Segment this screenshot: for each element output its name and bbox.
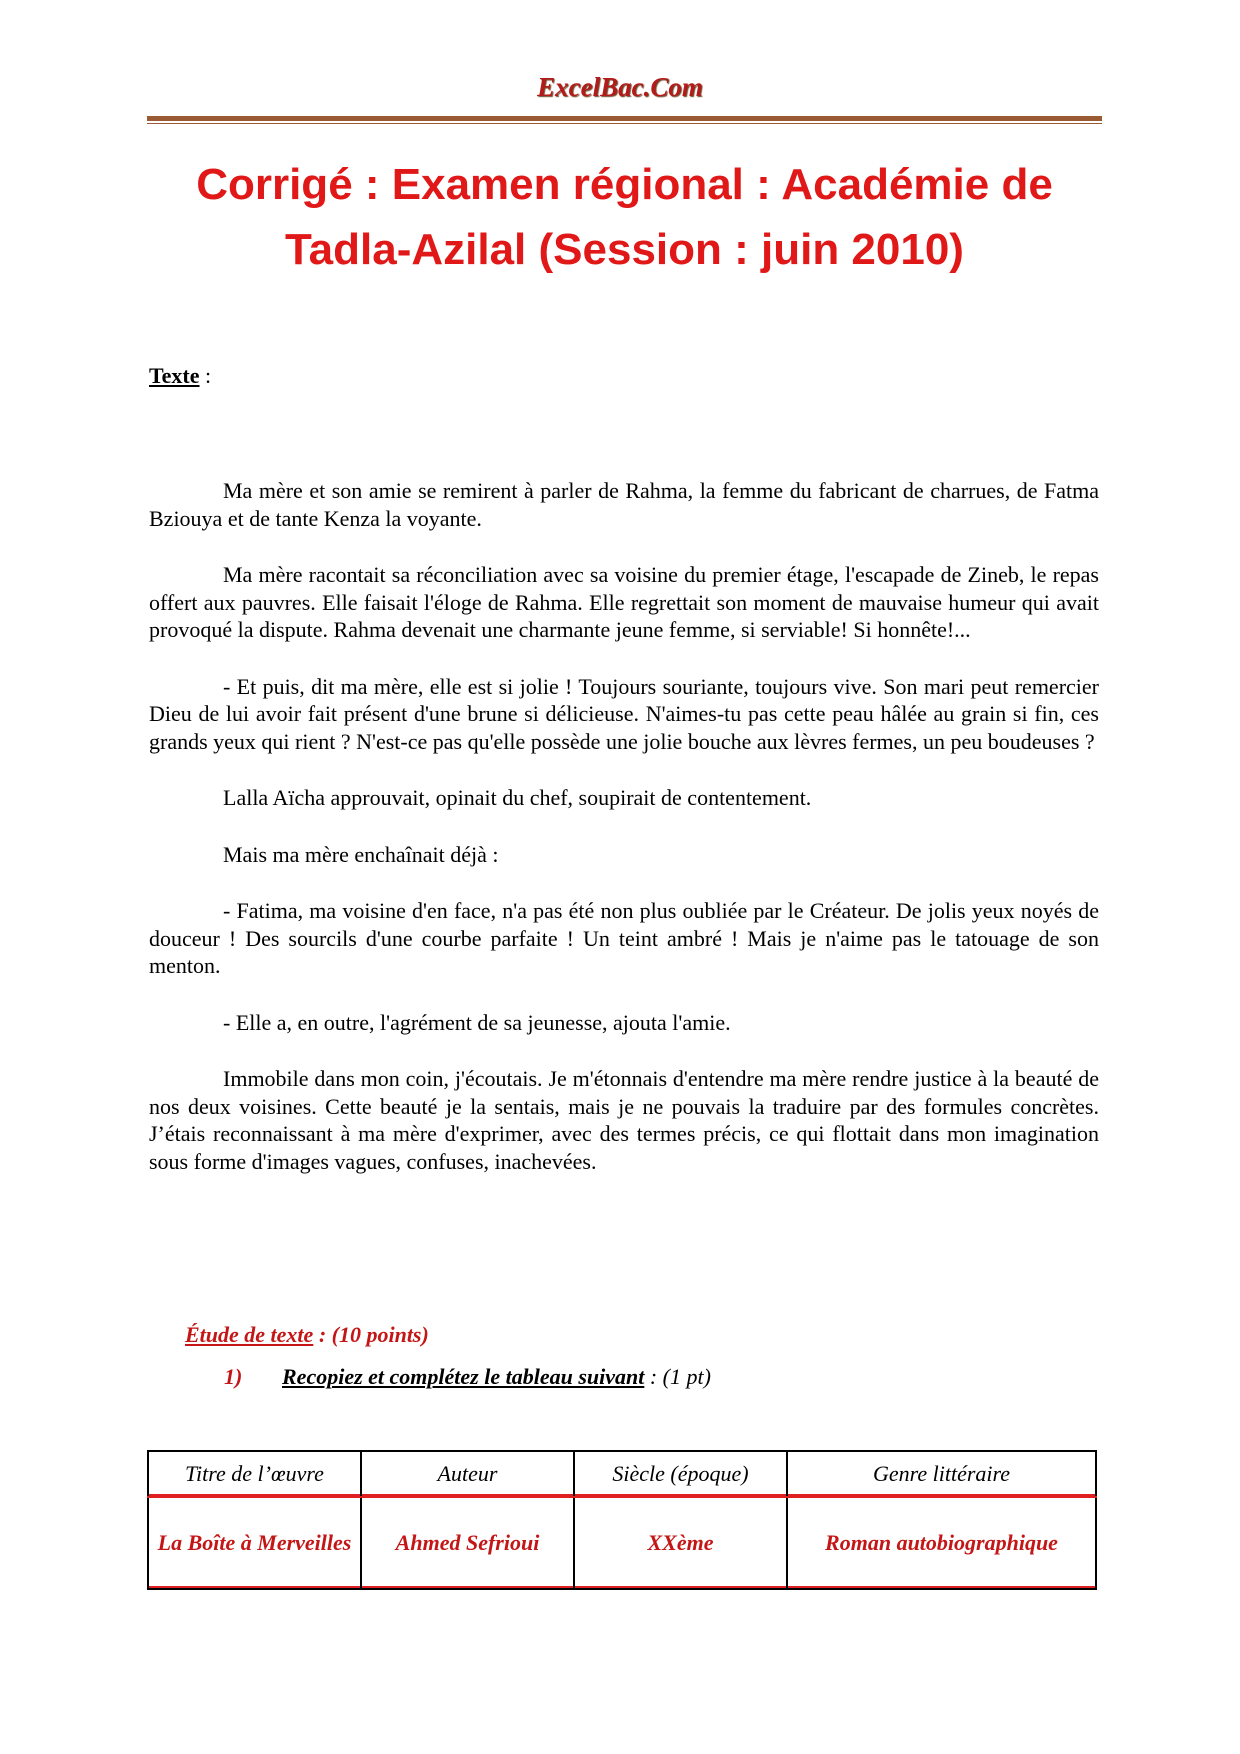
header-cell-century: Siècle (époque)	[574, 1451, 787, 1497]
site-brand: ExcelBac.Com	[537, 72, 703, 102]
table-header-row	[148, 1451, 1096, 1497]
passage	[149, 477, 1099, 1204]
etude-heading	[185, 1322, 429, 1348]
title-line-2: Tadla-Azilal (Session : juin 2010)	[285, 225, 964, 274]
paragraph: Ma mère et son amie se remirent à parler de Rahma, la femme du fabricant de charrues, de Fatma Bziouya et de tante Kenza la voyante.	[149, 478, 1099, 531]
header-cell-genre: Genre littéraire	[787, 1451, 1096, 1497]
table-row	[148, 1497, 1096, 1589]
header-cell-author: Auteur	[361, 1451, 574, 1497]
header-cell-title: Titre de l’œuvre	[148, 1451, 361, 1497]
question-1	[224, 1364, 711, 1390]
paragraph: - Elle a, en outre, l'agrément de sa jeunesse, ajouta l'amie.	[223, 1009, 731, 1035]
answer-table	[147, 1450, 1097, 1590]
header-divider	[147, 116, 1102, 124]
cell-title: La Boîte à Merveilles	[148, 1497, 361, 1589]
paragraph: Immobile dans mon coin, j'écoutais. Je m'étonnais d'entendre ma mère rendre justice à la beauté de nos deux voisines. Cette beauté je la sentais, mais je ne pouvais la traduire par des formules concrètes. J’étais reconnaissant à ma mère d'exprimer, avec des termes précis, ce qui flottait dans mon imagination sous forme d'images vagues, confuses, inachevées.	[149, 1066, 1099, 1174]
texte-colon: :	[199, 363, 212, 388]
etude-label: Étude de texte	[185, 1322, 314, 1347]
paragraph: - Fatima, ma voisine d'en face, n'a pas été non plus oubliée par le Créateur. De jolis yeux noyés de douceur ! Des sourcils d'une courbe parfaite ! Un teint ambré ! Mais je n'aime pas le tatouage de son menton.	[149, 898, 1099, 978]
question-number: 1)	[224, 1364, 243, 1389]
cell-genre: Roman autobiographique	[787, 1497, 1096, 1589]
etude-points: : (10 points)	[313, 1322, 429, 1347]
cell-author: Ahmed Sefrioui	[361, 1497, 574, 1589]
texte-heading	[149, 363, 211, 389]
cell-century: XXème	[574, 1497, 787, 1589]
question-instruction: Recopiez et complétez le tableau suivant	[282, 1364, 645, 1389]
page-title	[147, 152, 1102, 282]
question-points: : (1 pt)	[644, 1364, 711, 1389]
paragraph: Lalla Aïcha approuvait, opinait du chef, soupirait de contentement.	[223, 785, 812, 810]
paragraph: Ma mère racontait sa réconciliation avec sa voisine du premier étage, l'escapade de Zineb, le repas offert aux pauvres. Elle faisait l'éloge de Rahma. Elle regrettait son moment de mauvaise humeur qui avait provoqué la dispute. Rahma devenait une charmante jeune femme, si serviable! Si honnête!...	[149, 562, 1099, 642]
paragraph: - Et puis, dit ma mère, elle est si jolie ! Toujours souriante, toujours vive. Son mari peut remercier Dieu de lui avoir fait présent d'une brune si délicieuse. N'aimes-tu pas cette peau hâlée au grain si fin, ces grands yeux qui rient ? N'est-ce pas qu'elle possède une jolie bouche aux lèvres fermes, un peu boudeuses ?	[149, 673, 1099, 754]
paragraph: Mais ma mère enchaînait déjà :	[223, 841, 499, 867]
title-line-1: Corrigé : Examen régional : Académie de	[196, 160, 1053, 209]
texte-label: Texte	[149, 363, 200, 388]
